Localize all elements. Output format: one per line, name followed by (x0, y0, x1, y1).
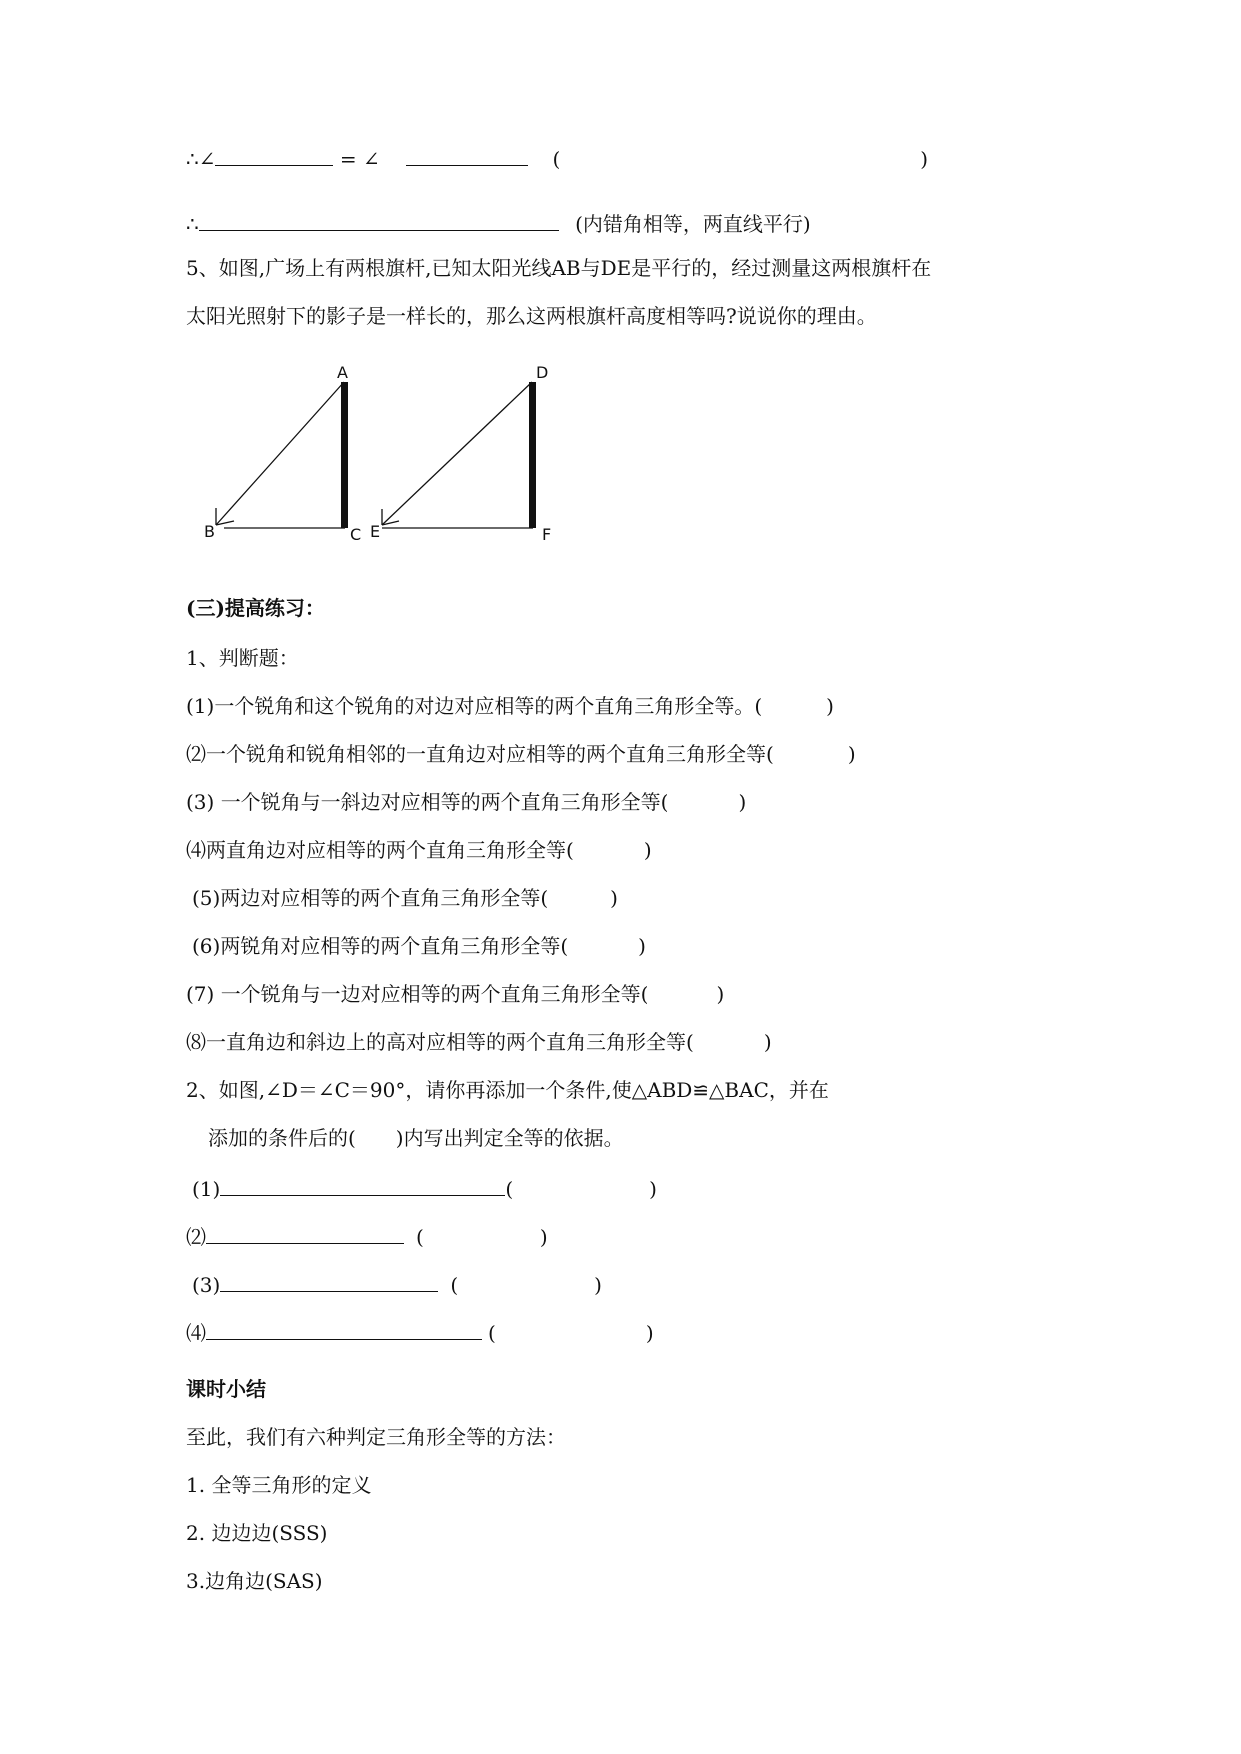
therefore-angle-symbol: ∴∠ (186, 147, 216, 171)
condition-row-1 (192, 1173, 657, 1202)
condition-blank[interactable] (206, 1221, 404, 1244)
problem2-line-2: 添加的条件后的( )内写出判定全等的依据。 (208, 1126, 624, 1150)
blank-conclusion[interactable] (199, 208, 559, 231)
paren-close: ) (643, 838, 652, 862)
condition-row-2 (186, 1221, 548, 1250)
flagpole-figure (190, 360, 570, 550)
paren-open: ( (505, 1177, 514, 1201)
judgement-item-text: ⑵一个锐角和锐角相邻的一直角边对应相等的两个直角三角形全等( (186, 742, 774, 766)
judgement-item-text: (1)一个锐角和这个锐角的对边对应相等的两个直角三角形全等。( (186, 694, 763, 718)
condition-blank[interactable] (220, 1269, 438, 1292)
label-b: B (204, 522, 215, 541)
section3-title: (三)提高练习： (186, 596, 325, 620)
judgement-item-6 (192, 933, 646, 959)
proof-line-1 (186, 143, 928, 172)
judgement-item-text: (6)两锐角对应相等的两个直角三角形全等( (192, 934, 569, 958)
judgement-item-text: (5)两边对应相等的两个直角三角形全等( (192, 886, 549, 910)
judgement-item-7 (186, 981, 724, 1007)
condition-row-3 (192, 1269, 602, 1298)
paren-close: ) (638, 934, 646, 958)
judgement-item-text: ⑷两直角边对应相等的两个直角三角形全等( (186, 838, 574, 862)
judgement-item-4 (186, 837, 652, 863)
summary-title: 课时小结 (186, 1377, 266, 1401)
judgement-item-1 (186, 693, 834, 719)
paren-close: ) (539, 1225, 548, 1249)
paren-close: ) (847, 742, 856, 766)
judgement-item-2 (186, 741, 856, 767)
blank-angle-2[interactable] (406, 143, 528, 166)
paren-open: ( (416, 1225, 424, 1249)
label-d: D (536, 363, 549, 382)
equals-angle-symbol: = ∠ (339, 147, 380, 171)
judgement-item-8 (186, 1029, 772, 1055)
paren-close: ) (645, 1321, 654, 1345)
ray-ab (216, 382, 344, 525)
reason-paren-open: ( (552, 147, 561, 171)
condition-blank[interactable] (220, 1173, 505, 1196)
paren-close: ) (763, 1030, 772, 1054)
therefore-symbol: ∴ (186, 212, 199, 236)
summary-item-2: 2. 边边边(SSS) (186, 1521, 328, 1545)
reason-paren-close: ) (920, 147, 929, 171)
ray-de (382, 382, 532, 525)
flagpole-df (529, 382, 536, 528)
condition-blank[interactable] (206, 1317, 482, 1340)
paren-close: ) (649, 1177, 657, 1201)
judgement-item-5 (192, 885, 618, 911)
reason-text: (内错角相等，两直线平行) (575, 212, 811, 236)
problem2-line-1: 2、如图,∠D＝∠C＝90°，请你再添加一个条件,使△ABD≌△BAC，并在 (186, 1078, 829, 1102)
judgement-item-text: (3) 一个锐角与一斜边对应相等的两个直角三角形全等( (186, 790, 669, 814)
proof-line-2 (186, 208, 811, 237)
paren-close: ) (716, 982, 725, 1006)
paren-close: ) (594, 1273, 602, 1297)
summary-intro: 至此，我们有六种判定三角形全等的方法： (186, 1425, 566, 1449)
paren-open: ( (488, 1321, 496, 1345)
label-c: C (350, 525, 362, 544)
judgement-item-text: (7) 一个锐角与一边对应相等的两个直角三角形全等( (186, 982, 649, 1006)
summary-item-1: 1. 全等三角形的定义 (186, 1473, 372, 1497)
blank-angle-1[interactable] (215, 143, 333, 166)
judgement-item-text: ⑻一直角边和斜边上的高对应相等的两个直角三角形全等( (186, 1030, 694, 1054)
paren-open: ( (450, 1273, 459, 1297)
paren-close: ) (826, 694, 834, 718)
problem5-line-2: 太阳光照射下的影子是一样长的，那么这两根旗杆高度相等吗?说说你的理由。 (186, 304, 877, 328)
label-a: A (337, 363, 348, 382)
problem5-line-1: 5、如图,广场上有两根旗杆,已知太阳光线AB与DE是平行的，经过测量这两根旗杆在 (186, 256, 932, 280)
label-f: F (542, 525, 552, 544)
judgement-item-3 (186, 789, 746, 815)
condition-label: (1) (192, 1177, 221, 1201)
paren-close: ) (738, 790, 747, 814)
flagpole-ac (341, 382, 348, 528)
label-e: E (370, 522, 381, 541)
condition-label: ⑵ (186, 1225, 206, 1249)
summary-item-3: 3.边角边(SAS) (186, 1569, 323, 1593)
judgement-title: 1、判断题： (186, 646, 299, 670)
paren-close: ) (610, 886, 618, 910)
condition-label: (3) (192, 1273, 221, 1297)
condition-label: ⑷ (186, 1321, 206, 1345)
condition-row-4 (186, 1317, 654, 1346)
